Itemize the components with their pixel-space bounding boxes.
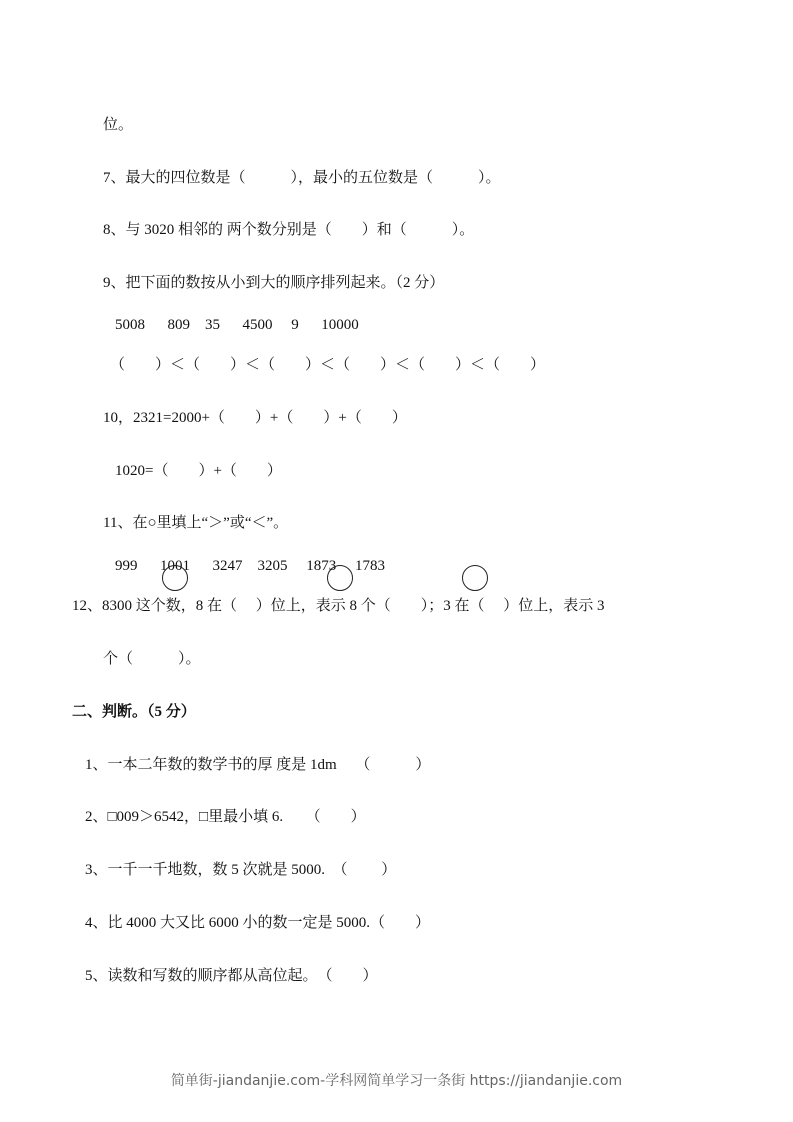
judgement-2: 2、□009＞6542，□里最小填 6. （ ） [85, 809, 366, 825]
question-11: 11、在○里填上“＞”或“＜”。 [103, 515, 289, 531]
question-8: 8、与 3020 相邻的 两个数分别是（ ）和（ ）。 [103, 222, 475, 238]
section-2-heading: 二、判断。（5 分） [72, 704, 196, 720]
footer-watermark: 简单街-jiandanjie.com-学科网简单学习一条街 https://jiandanjie.com [170, 1073, 623, 1089]
comparison-circle-1[interactable] [162, 565, 188, 591]
question-7: 7、最大的四位数是（ ），最小的五位数是（ ）。 [103, 170, 501, 186]
question-12: 12、8300 这个数，8 在（ ）位上，表示 8 个（ ）；3 在（ ）位上，表示 3 [72, 598, 605, 614]
question-9-numbers: 5008 809 35 4500 9 10000 [115, 317, 359, 333]
comparison-circle-3[interactable] [462, 565, 488, 591]
question-11-numbers: 999 1001 3247 3205 1873 1783 [115, 558, 385, 574]
continuation-line: 位。 [103, 117, 134, 133]
judgement-3: 3、一千一千地数，数 5 次就是 5000. （ ） [85, 862, 397, 878]
question-12-continuation: 个（ ）。 [103, 651, 201, 667]
judgement-5: 5、读数和写数的顺序都从高位起。 （ ） [85, 968, 378, 984]
question-9: 9、把下面的数按从小到大的顺序排列起来。（2 分） [103, 275, 445, 291]
judgement-4: 4、比 4000 大又比 6000 小的数一定是 5000.（ ） [85, 915, 431, 931]
question-9-blanks: （ ）＜（ ）＜（ ）＜（ ）＜（ ）＜（ ） [110, 357, 546, 373]
question-10: 10，2321=2000+（ ）+（ ）+（ ） [103, 410, 407, 426]
judgement-1: 1、一本二年数的数学书的厚 度是 1dm （ ） [85, 757, 431, 773]
comparison-circle-2[interactable] [327, 565, 353, 591]
question-10-part-b: 1020=（ ）+（ ） [115, 463, 282, 479]
